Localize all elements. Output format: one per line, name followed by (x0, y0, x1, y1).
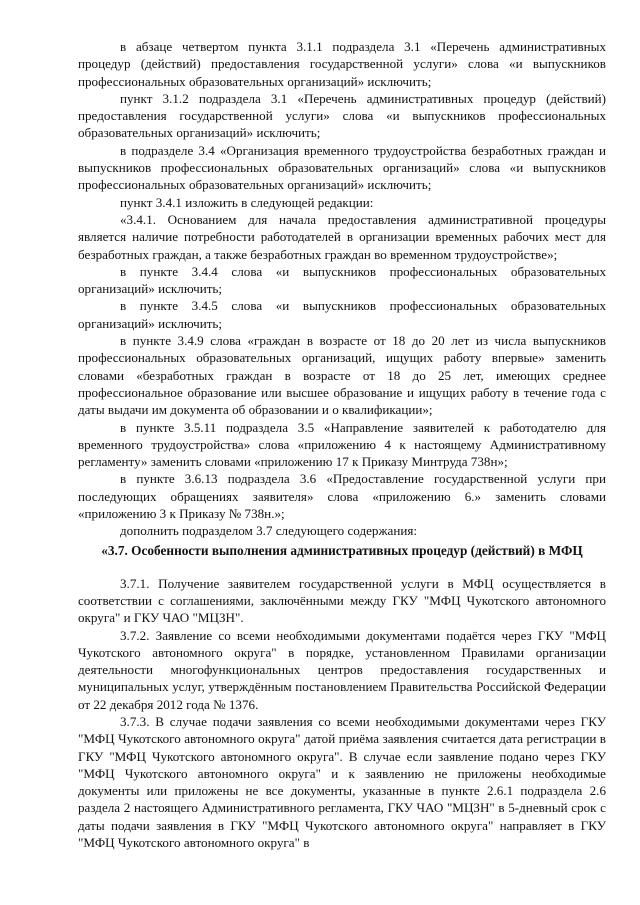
paragraph-amend-3-4-4: в пункте 3.4.4 слова «и выпускников профессиональных образовательных организаций» исключить; (78, 263, 606, 297)
spacer (78, 559, 606, 575)
section-heading-3-7: «3.7. Особенности выполнения административных процедур (действий) в МФЦ (101, 542, 583, 558)
paragraph-amend-3-4-1-intro: пункт 3.4.1 изложить в следующей редакции: (120, 194, 374, 210)
paragraph-amend-3-6-13: в пункте 3.6.13 подраздела 3.6 «Предоставление государственной услуги при последующих обращениях заявителя» слова «приложению 6.» заменить словами «приложению 3 к Приказу № 738н.»; (78, 471, 606, 522)
paragraph-3-7-2: 3.7.2. Заявление со всеми необходимыми документами подаётся через ГКУ "МФЦ Чукотского автономного округа" в порядке, установленном Правилами организации деятельности многофункциональных центров предоставления государственных и муниципальных услуг, утверждённым постановлением Правительства Российской Федерации от 22 декабря 2012 года № 1376. (78, 627, 606, 712)
document-page (78, 38, 606, 851)
paragraph-amend-3-1-2: пункт 3.1.2 подраздела 3.1 «Перечень административных процедур (действий) предоставления государственной услуги» слова «и выпускников профессиональных образовательных организаций» исключить; (78, 90, 606, 141)
paragraph-amend-3-4: в подразделе 3.4 «Организация временного трудоустройства безработных граждан и выпускников профессиональных образовательных организаций» слова «и выпускников профессиональных образовательных организаций» исключить; (78, 142, 606, 193)
paragraph-amend-3-1-1: в абзаце четвертом пункта 3.1.1 подраздела 3.1 «Перечень административных процедур (действий) предоставления государственной услуги» слова «и выпускников профессиональных образовательных организаций» исключить; (78, 39, 606, 89)
paragraph-3-7-1: 3.7.1. Получение заявителем государственной услуги в МФЦ осуществляется в соответствии с соглашениями, заключёнными между ГКУ "МФЦ Чукотского автономного округа" и ГКУ ЧАО "МЦЗН". (78, 575, 606, 626)
paragraph-amend-3-5-11: в пункте 3.5.11 подраздела 3.5 «Направление заявителей к работодателю для временного трудоустройства» слова «приложению 4 к настоящему Административному регламенту» заменить словами «приложению 17 к Приказу Минтруда 738н»; (78, 419, 606, 470)
paragraph-new-3-4-1: «3.4.1. Основанием для начала предоставления административной процедуры является наличие потребности работодателей в организации временных рабочих мест для безработных граждан, а также безработных граждан во временном трудоустройстве»; (78, 211, 606, 262)
paragraph-amend-3-4-5: в пункте 3.4.5 слова «и выпускников профессиональных образовательных организаций» исключить; (78, 298, 606, 331)
paragraph-add-3-7: дополнить подразделом 3.7 следующего содержания: (120, 523, 418, 539)
paragraph-3-7-3: 3.7.3. В случае подачи заявления со всеми необходимыми документами через ГКУ "МФЦ Чукотского автономного округа" датой приёма заявления считается дата регистрации в ГКУ "МФЦ Чукотского автономного округа". В случае если заявление подано через ГКУ "МФЦ Чукотского автономного округа" и к заявлению не приложены необходимые документы или приложены не все документы, указанные в пункте 2.6.1 подраздела 2.6 раздела 2 настоящего Административного регламента, ГКУ ЧАО "МЦЗН" в 5-дневный срок с даты подачи заявления в ГКУ "МФЦ Чукотского автономного округа" направляет в ГКУ "МФЦ Чукотского автономного округа" в (78, 713, 606, 851)
paragraph-amend-3-4-9: в пункте 3.4.9 слова «граждан в возрасте от 18 до 20 лет из числа выпускников профессиональных образовательных организаций, ищущих работу впервые» заменить словами «безработных граждан в возрасте от 18 до 25 лет, имеющих среднее профессиональное образование или высшее образование и ищущих работу в течение года с даты выдачи им документа об образовании и о квалификации»; (78, 333, 606, 418)
